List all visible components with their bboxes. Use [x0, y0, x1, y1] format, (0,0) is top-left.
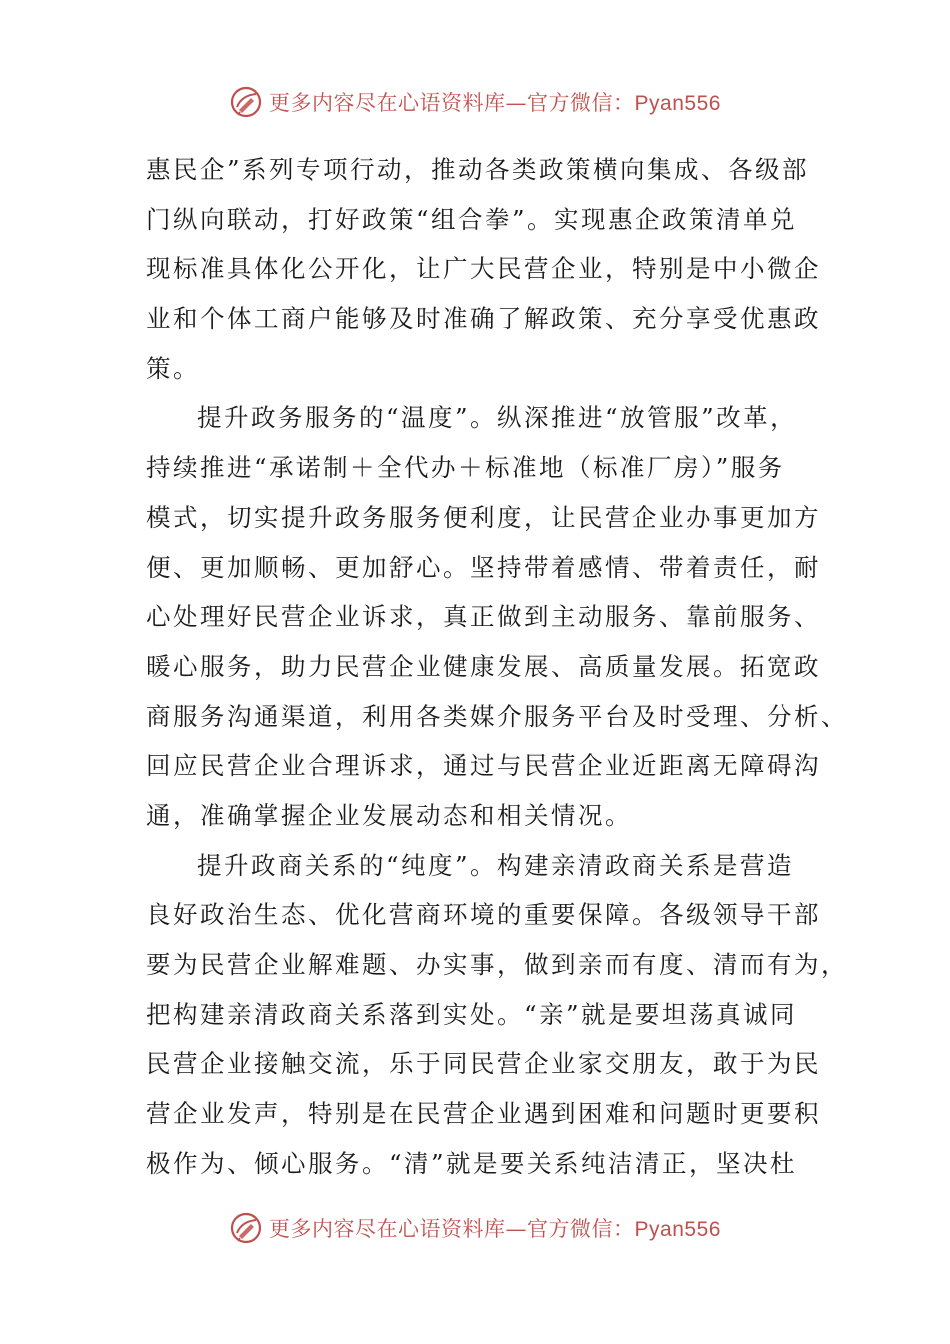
text-line: 门纵向联动，打好政策“组合拳”。实现惠企政策清单兑 [146, 204, 798, 234]
text-line: 业和个体工商户能够及时准确了解政策、充分享受优惠政 [146, 304, 821, 334]
footer-banner [0, 1208, 950, 1248]
text-line: 商服务沟通渠道，利用各类媒介服务平台及时受理、分析、 [146, 701, 848, 731]
text-line: 暖心服务，助力民营企业健康发展、高质量发展。拓宽政 [146, 651, 821, 681]
text-line: 营企业发声，特别是在民营企业遇到困难和问题时更要积 [146, 1099, 821, 1129]
text-line: 现标准具体化公开化，让广大民营企业，特别是中小微企 [146, 254, 821, 284]
paragraph-heading-line: 提升政务服务的“温度”。纵深推进“放管服”改革， [197, 403, 798, 433]
text-line: 便、更加顺畅、更加舒心。坚持带着感情、带着责任，耐 [146, 552, 821, 582]
text-line: 惠民企”系列专项行动，推动各类政策横向集成、各级部 [146, 155, 810, 184]
pen-swirl-logo-icon [229, 1211, 263, 1245]
text-line: 回应民营企业合理诉求，通过与民营企业近距离无障碍沟 [146, 751, 821, 781]
text-line: 民营企业接触交流，乐于同民营企业家交朋友，敢于为民 [146, 1049, 821, 1079]
text-line: 把构建亲清政商关系落到实处。“亲”就是要坦荡真诚同 [146, 999, 798, 1029]
text-line: 极作为、倾心服务。“清”就是要关系纯洁清正，坚决杜 [146, 1148, 798, 1178]
pen-swirl-logo-icon [229, 85, 263, 119]
header-wechat-id: Pyan556 [634, 92, 721, 115]
header-banner-label: 更多内容尽在心语资料库—官方微信： [269, 91, 635, 115]
footer-banner-label: 更多内容尽在心语资料库—官方微信： [269, 1217, 635, 1241]
text-line: 模式，切实提升政务服务便利度，让民营企业办事更加方 [146, 502, 821, 532]
paragraph-heading-line: 提升政商关系的“纯度”。构建亲清政商关系是营造 [197, 850, 795, 880]
footer-banner-text [269, 1213, 721, 1243]
footer-wechat-id: Pyan556 [634, 1218, 721, 1241]
header-banner-text [269, 87, 721, 117]
document-body [146, 145, 848, 1188]
text-line: 良好政治生态、优化营商环境的重要保障。各级领导干部 [146, 900, 821, 930]
text-line: 心处理好民营企业诉求，真正做到主动服务、靠前服务、 [146, 602, 821, 632]
text-line: 通，准确掌握企业发展动态和相关情况。 [146, 800, 632, 830]
text-line: 要为民营企业解难题、办实事，做到亲而有度、清而有为， [146, 950, 848, 979]
text-line: 持续推进“承诺制＋全代办＋标准地（标准厂房）”服务 [146, 453, 785, 483]
header-banner [0, 82, 950, 122]
text-line: 策。 [146, 353, 200, 383]
